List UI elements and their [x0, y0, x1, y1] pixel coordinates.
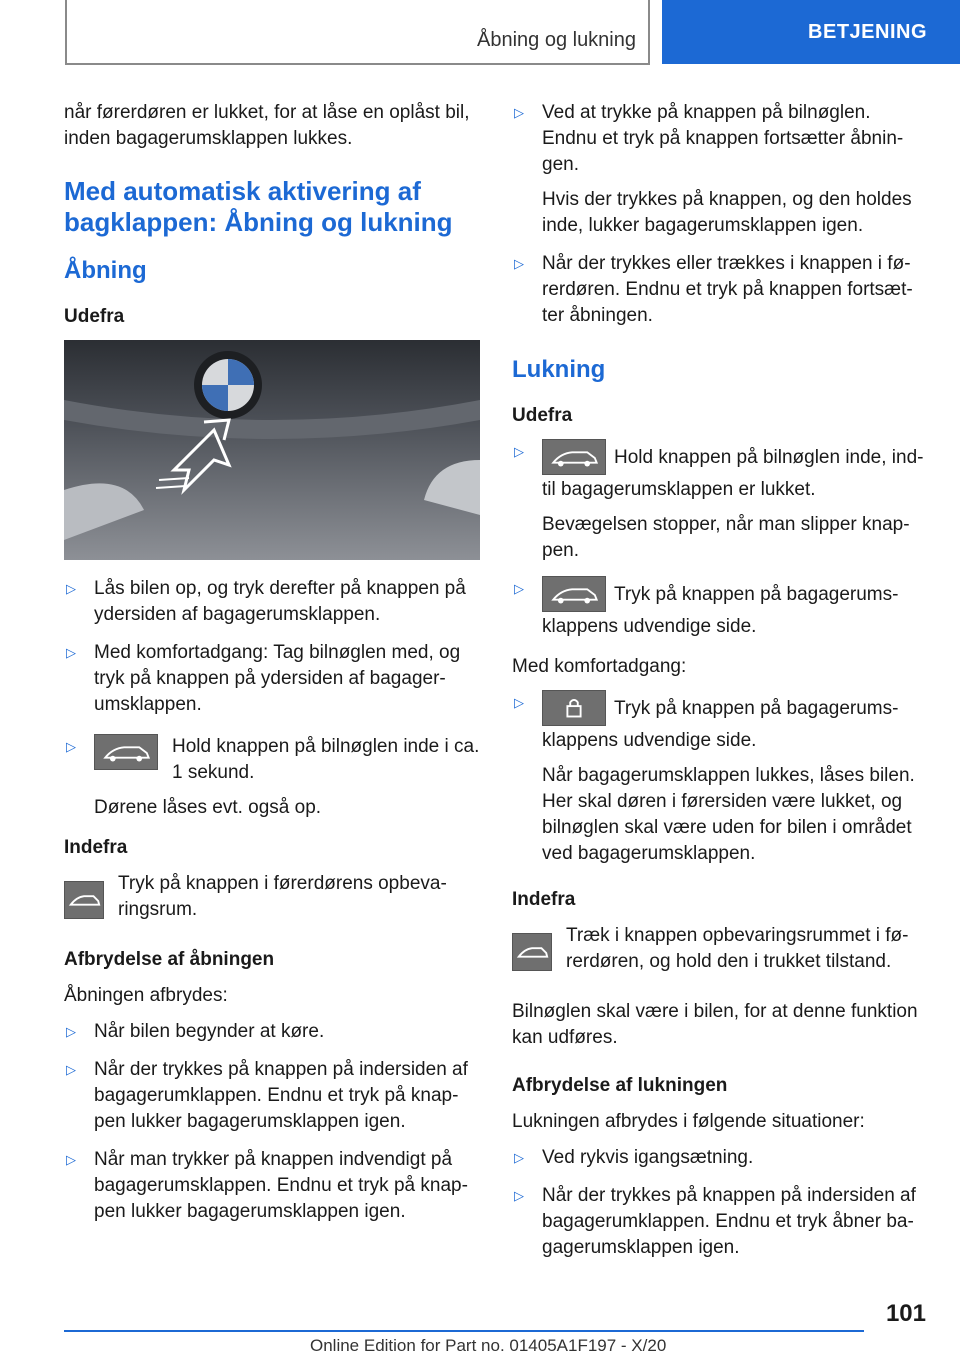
list-item: ▷ Med komfortadgang: Tag bilnøglen med, og tryk på knappen på ydersiden af bagagerumsklappen. [64, 640, 482, 718]
afbrydelse-list [64, 1019, 482, 1225]
indefra-lukning-text: Træk i knappen opbevaringsrummet i førerdøren, og hold den i trukket tilstand. [566, 925, 909, 972]
header-section-title: Åbning og lukning [476, 29, 636, 51]
bullet-c-subtext: Bevægelsen stopper, når man slipper knappen. [542, 514, 910, 561]
bilnogle-note: Bilnøglen skal være i bilen, for at denne funktion kan udføres. [512, 1001, 918, 1048]
afbrydelse-lukning-intro: Lukningen afbrydes i følgende situationer: [512, 1111, 865, 1132]
list-item [512, 100, 926, 239]
right-top-list [512, 100, 926, 329]
lukning-udefra-list [512, 439, 926, 640]
list-item-key-hold [64, 734, 482, 821]
right-column [512, 100, 926, 1275]
header-chapter-tab[interactable]: BETJENING [662, 0, 960, 64]
left-column [64, 100, 482, 1239]
list-item: ▷ Når der trykkes eller trækkes i knappen i førerdøren. Endnu et tryk på knappen fortsætter åbningen. [512, 251, 926, 329]
subheading-abning: Åbning [64, 257, 147, 284]
header-rule-left [65, 0, 67, 64]
car-tailgate-button-icon [542, 576, 606, 612]
komfort-label: Med komfortadgang: [512, 656, 687, 677]
abning-udefra-list [64, 576, 482, 821]
section-heading: Med automatisk aktivering af bagklappen: Åbning og lukning [64, 176, 453, 237]
list-item: ▷ Når bilen begynder at køre. [64, 1019, 482, 1045]
bullet-a-subtext: Hvis der trykkes på knappen, og den holdes inde, lukker bagagerumsklappen igen. [542, 189, 912, 236]
indefra-lukning-row [512, 923, 926, 975]
key-hold-subtext: Dørene låses evt. også op. [94, 797, 322, 818]
bullet-a-text: ▷ Ved at trykke på knappen på bilnøglen. Endnu et tryk på knappen fortsætter åbningen. [542, 102, 904, 175]
footer-edition: Online Edition for Part no. 01405A1F197 - X/20 [310, 1336, 667, 1355]
page-number: 101 [885, 1300, 926, 1327]
car-tailgate-key-icon [94, 734, 158, 770]
door-tailgate-button-icon [512, 933, 552, 971]
bullet-d-text: Tryk på knappen på bagagerumsklappens udvendige side. [542, 584, 899, 637]
label-udefra-lukning: Udefra [512, 405, 573, 426]
intro-paragraph: når førerdøren er lukket, for at låse en oplåst bil, inden bagagerumsklappen lukkes. [64, 102, 470, 149]
header-rule-bottom [65, 63, 650, 65]
list-item [512, 439, 926, 564]
indefra-row [64, 871, 482, 923]
label-indefra: Indefra [64, 837, 128, 858]
header-rule-right [648, 0, 650, 64]
lock-icon [542, 690, 606, 726]
tailgate-photo-illustration [64, 340, 480, 560]
list-item: ▷ Når der trykkes på knappen på indersiden af bagagerumklappen. Endnu et tryk på knappen lukker bagagerumsklappen igen. [64, 1057, 482, 1135]
door-tailgate-button-icon [64, 881, 104, 919]
bullet-e-text: Tryk på knappen på bagagerumsklappens udvendige side. [542, 698, 899, 751]
subheading-lukning: Lukning [512, 356, 606, 383]
list-item: ▷ Når der trykkes på knappen på indersiden af bagagerumklappen. Endnu et tryk åbner bagagerumsklappen igen. [512, 1183, 926, 1261]
komfort-list [512, 690, 926, 867]
list-item: ▷ Lås bilen op, og tryk derefter på knappen på ydersiden af bagagerumsklappen. [64, 576, 482, 628]
label-udefra: Udefra [64, 306, 125, 327]
label-indefra-lukning: Indefra [512, 889, 576, 910]
bullet-e-subtext: Når bagagerumsklappen lukkes, låses bilen. Her skal døren i førersiden være lukket, og bilnøglen skal være uden for bilen i området ved bagagerumsklappen. [542, 765, 915, 864]
indefra-text: Tryk på knappen i førerdørens opbevaringsrum. [118, 873, 447, 920]
afbrydelse-intro: Åbningen afbrydes: [64, 985, 228, 1006]
footer-rule [64, 1330, 864, 1332]
list-item: ▷ Når man trykker på knappen indvendigt på bagagerumsklappen. Endnu et tryk på knappen lukker bagagerumsklappen igen. [64, 1147, 482, 1225]
label-afbrydelse-lukning: Afbrydelse af lukningen [512, 1075, 728, 1096]
tailgate-button-photo [64, 340, 480, 560]
car-tailgate-key-icon [542, 439, 606, 475]
label-afbrydelse-abning: Afbrydelse af åbningen [64, 949, 275, 970]
list-item [512, 576, 926, 640]
list-item: ▷ Ved rykvis igangsætning. [512, 1145, 926, 1171]
key-hold-text: ▷ Hold knappen på bilnøglen inde i ca. 1 sekund. [172, 736, 480, 783]
list-item [512, 690, 926, 867]
bullet-c-text: Hold knappen på bilnøglen inde, indtil bagagerumsklappen er lukket. [542, 447, 924, 500]
afbrydelse-lukning-list [512, 1145, 926, 1261]
